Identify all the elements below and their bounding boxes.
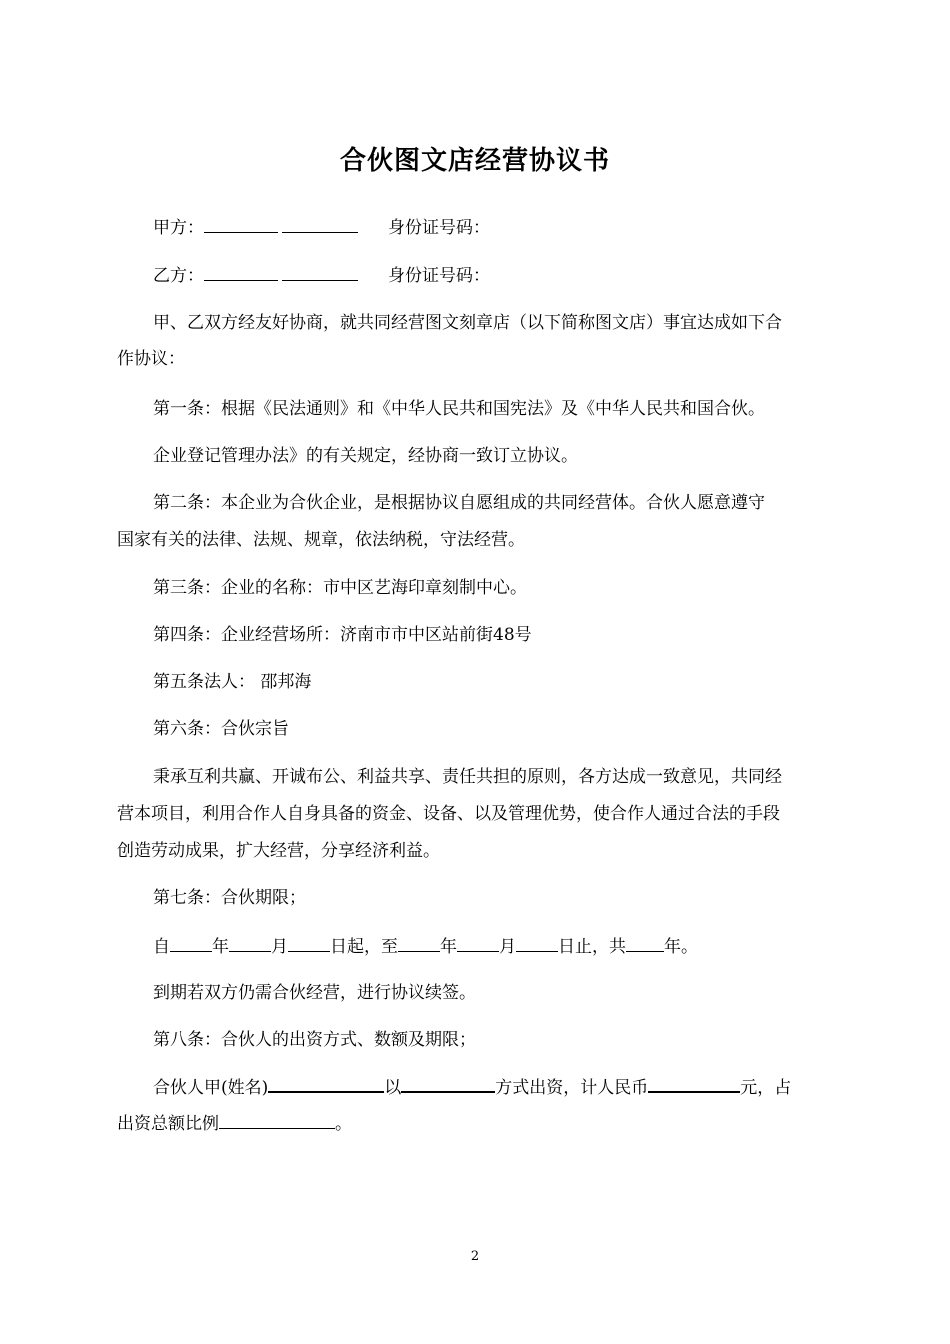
term-start-year-blank — [170, 934, 212, 952]
contrib-ratio: 出资总额比例 — [117, 1114, 219, 1134]
term-end-year-blank — [398, 934, 440, 952]
party-a-name-blank — [204, 215, 278, 233]
document-title: 合伙图文店经营协议书 — [339, 146, 610, 176]
party-b-name-blank — [204, 263, 278, 281]
contribution-line-2 — [117, 1111, 837, 1136]
term-total-years-blank — [626, 934, 664, 952]
term-month-2: 月 — [499, 937, 516, 957]
contrib-end: 。 — [335, 1114, 352, 1134]
purpose-line-1: 秉承互利共赢、开诚布公、利益共享、责任共担的原则，各方达成一致意见，共同经 — [153, 767, 782, 787]
party-b-name-blank-2 — [282, 263, 358, 281]
article-5: 第五条法人： 邵邦海 — [153, 672, 312, 692]
term-day-to: 日止，共 — [558, 937, 626, 957]
party-a-name-blank-2 — [282, 215, 358, 233]
term-year-2: 年 — [440, 937, 457, 957]
article-6: 第六条：合伙宗旨 — [153, 719, 289, 739]
page-number: 2 — [470, 1249, 480, 1264]
term-from: 自 — [153, 937, 170, 957]
contribution-line-1 — [117, 1074, 873, 1100]
article-1-line-2: 企业登记管理办法》的有关规定，经协商一致订立协议。 — [153, 446, 578, 466]
contrib-by: 以 — [384, 1078, 402, 1098]
term-years-end: 年。 — [664, 937, 698, 957]
article-7: 第七条：合伙期限； — [153, 888, 306, 908]
term-year-1: 年 — [212, 937, 229, 957]
contrib-ratio-blank — [219, 1111, 335, 1129]
term-end-day-blank — [516, 934, 558, 952]
contrib-method-blank — [401, 1074, 495, 1093]
party-a-label: 甲方： — [153, 218, 204, 238]
term-month-1: 月 — [271, 937, 288, 957]
term-line — [117, 934, 873, 959]
term-day-from: 日起，至 — [330, 937, 398, 957]
party-b-id-label: 身份证号码： — [388, 266, 490, 286]
contrib-method: 方式出资，计人民币 — [495, 1078, 649, 1098]
term-start-month-blank — [229, 934, 271, 952]
article-8: 第八条：合伙人的出资方式、数额及期限； — [153, 1030, 476, 1050]
article-2-line-2: 国家有关的法律、法规、规章，依法纳税，守法经营。 — [117, 530, 525, 550]
article-4: 第四条：企业经营场所：济南市市中区站前街48号 — [153, 625, 532, 645]
purpose-line-3: 创造劳动成果，扩大经营，分享经济利益。 — [117, 841, 440, 861]
party-a-id-label: 身份证号码： — [388, 218, 490, 238]
party-b-label: 乙方： — [153, 266, 204, 286]
purpose-line-2: 营本项目，利用合作人自身具备的资金、设备、以及管理优势，使合作人通过合法的手段 — [117, 804, 780, 824]
term-start-day-blank — [288, 934, 330, 952]
renewal-line: 到期若双方仍需合伙经营，进行协议续签。 — [153, 983, 476, 1003]
intro-paragraph-line-1: 甲、乙双方经友好协商，就共同经营图文刻章店（以下简称图文店）事宜达成如下合 — [153, 313, 782, 333]
article-2-line-1: 第二条：本企业为合伙企业，是根据协议自愿组成的共同经营体。合伙人愿意遵守 — [153, 493, 765, 513]
article-3: 第三条：企业的名称：市中区艺海印章刻制中心。 — [153, 578, 527, 598]
contrib-name-blank — [268, 1074, 384, 1093]
contrib-amount-blank — [648, 1074, 740, 1093]
intro-paragraph-line-2: 作协议： — [117, 349, 185, 369]
article-1-line-1: 第一条：根据《民法通则》和《中华人民共和国宪法》及《中华人民共和国合伙。 — [153, 399, 765, 419]
contrib-partner-a: 合伙人甲(姓名) — [153, 1078, 269, 1098]
party-b-line — [117, 263, 873, 288]
contrib-yuan: 元，占 — [740, 1078, 792, 1098]
term-end-month-blank — [457, 934, 499, 952]
party-a-line — [117, 215, 873, 240]
